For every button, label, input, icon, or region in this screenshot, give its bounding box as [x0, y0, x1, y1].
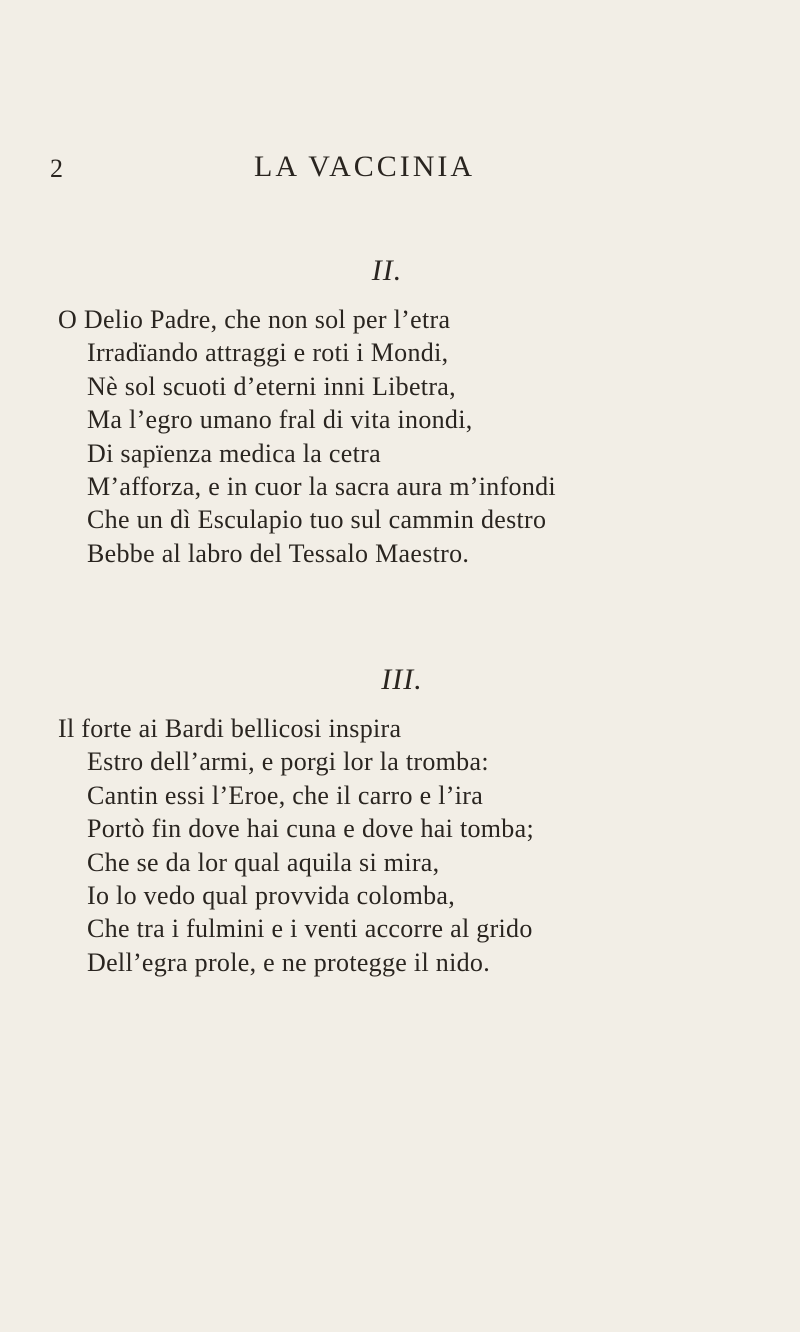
- verse-line: Estro dell’armi, e porgi lor la tromba:: [87, 747, 489, 777]
- running-head: LA VACCINIA: [254, 150, 476, 183]
- verse-line: Dell’egra prole, e ne protegge il nido.: [87, 947, 490, 977]
- verse-line: Io lo vedo qual provvida colomba,: [87, 881, 456, 911]
- verse-line: O Delio Padre, che non sol per l’etra: [58, 305, 451, 334]
- verse-line: Cantin essi l’Eroe, che il carro e l’ira: [87, 780, 484, 810]
- verse-line: Irradïando attraggi e roti i Mondi,: [87, 338, 449, 368]
- verse-line: Di sapïenza medica la cetra: [87, 438, 381, 468]
- verse-line: Che un dì Esculapio tuo sul cammin destro: [87, 505, 547, 535]
- verse-line: Ma l’egro umano fral di vita inondi,: [87, 405, 473, 435]
- verse-line: M’afforza, e in cuor la sacra aura m’infondi: [87, 472, 556, 502]
- stanza-3: [58, 712, 534, 979]
- verse-line: Bebbe al labro del Tessalo Maestro.: [87, 538, 470, 568]
- verse-line: Il forte ai Bardi bellicosi inspira: [58, 714, 402, 743]
- section-heading-3: III.: [381, 663, 423, 696]
- verse-line: Che se da lor qual aquila si mira,: [87, 847, 440, 877]
- verse-line: Che tra i fulmini e i venti accorre al grido: [87, 914, 533, 944]
- stanza-2: [58, 303, 556, 570]
- verse-line: Portò fin dove hai cuna e dove hai tomba;: [87, 814, 534, 844]
- verse-line: Nè sol scuoti d’eterni inni Libetra,: [87, 371, 456, 401]
- section-heading-2: II.: [371, 254, 403, 287]
- page-number: 2: [50, 154, 63, 183]
